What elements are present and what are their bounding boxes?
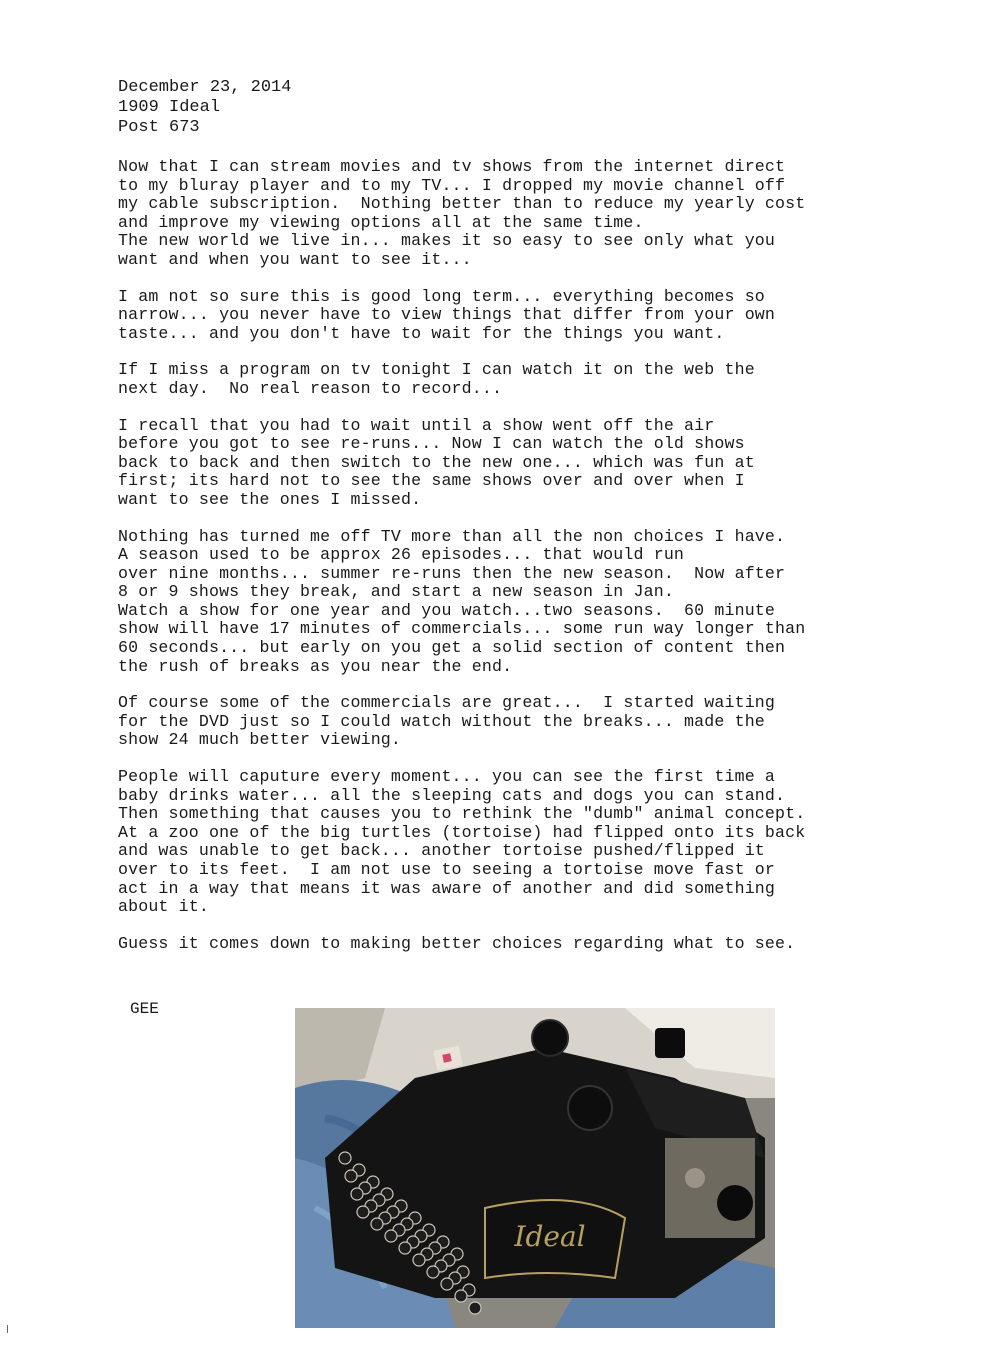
typewriter-key <box>385 1230 397 1242</box>
text-line: 60 seconds... but early on you get a solid section of content then <box>118 638 786 658</box>
text-line: want to see the ones I missed. <box>118 489 422 509</box>
text-line: At a zoo one of the big turtles (tortoise) had flipped onto its back <box>118 822 806 842</box>
paragraph <box>118 417 918 510</box>
text-line: and was unable to get back... another tortoise pushed/flipped it <box>118 841 765 861</box>
text-line: over to its feet. I am not use to seeing a tortoise move fast or <box>118 860 776 879</box>
text-line: If I miss a program on tv tonight I can watch it on the web the <box>118 360 755 380</box>
text-line: act in a way that means it was aware of another and did something <box>118 878 776 898</box>
text-line: The new world we live in... makes it so easy to see only what you <box>118 231 776 251</box>
text-line: A season used to be approx 26 episodes... that would run <box>118 545 685 565</box>
text-line: baby drinks water... all the sleeping cats and dogs you can stand. <box>118 785 786 805</box>
typewriter-key <box>441 1278 453 1290</box>
post-number: Post 673 <box>118 118 200 137</box>
text-line: my cable subscription. Nothing better than to reduce my yearly cost <box>118 194 806 214</box>
text-line: Of course some of the commercials are great... I started waiting <box>118 693 776 713</box>
text-line: People will caputure every moment... you can see the first time a <box>118 767 776 787</box>
paragraph <box>118 935 918 954</box>
typewriter-key <box>339 1152 351 1164</box>
typewriter-key <box>351 1188 363 1200</box>
text-line: to my bluray player and to my TV... I dropped my movie channel off <box>118 175 786 195</box>
text-line: before you got to see re-runs... Now I can watch the old shows <box>118 434 745 454</box>
letter-date: December 23, 2014 <box>118 78 292 97</box>
letter-header <box>118 78 291 138</box>
typewriter-key <box>469 1302 481 1314</box>
typewriter-key <box>345 1170 357 1182</box>
margin-mark <box>7 1325 8 1333</box>
text-line: Watch a show for one year and you watch...two seasons. 60 minute <box>118 600 776 620</box>
typewriter-photo <box>295 1008 775 1328</box>
text-line: Nothing has turned me off TV more than all the non choices I have. <box>118 526 786 546</box>
text-line: over nine months... summer re-runs then the new season. Now after <box>118 563 786 583</box>
text-line: first; its hard not to see the same shows over and over when I <box>118 471 745 491</box>
typewriter-model: 1909 Ideal <box>118 98 221 117</box>
text-line: for the DVD just so I could watch without the breaks... made the <box>118 711 765 731</box>
paragraph <box>118 768 918 917</box>
typewriter-key <box>357 1206 369 1218</box>
text-line: narrow... you never have to view things that differ from your own <box>118 305 776 325</box>
text-line: show will have 17 minutes of commercials... some run way longer than <box>118 619 806 639</box>
text-line: Now that I can stream movies and tv shows from the internet direct <box>118 157 786 176</box>
signature: GEE <box>130 1000 159 1018</box>
paragraph <box>118 158 918 270</box>
paragraph <box>118 694 918 750</box>
letter-body <box>118 158 918 971</box>
text-line: want and when you want to see it... <box>118 249 472 269</box>
text-line: 8 or 9 shows they break, and start a new season in Jan. <box>118 582 674 602</box>
typewriter-key <box>455 1290 467 1302</box>
text-line: Then something that causes you to rethink the "dumb" animal concept. <box>118 804 806 824</box>
paragraph <box>118 528 918 677</box>
text-line: I am not so sure this is good long term... everything becomes so <box>118 286 765 306</box>
text-line: and improve my viewing options all at the same time. <box>118 212 644 232</box>
text-line: back to back and then switch to the new one... which was fun at <box>118 452 755 472</box>
paragraph <box>118 361 918 398</box>
text-line: taste... and you don't have to wait for the things you want. <box>118 323 725 343</box>
text-line: show 24 much better viewing. <box>118 730 402 750</box>
text-line: the rush of breaks as you near the end. <box>118 656 513 676</box>
typewriter-key <box>399 1242 411 1254</box>
svg-text:Ideal: Ideal <box>514 1220 586 1253</box>
paragraph <box>118 288 918 344</box>
typewriter-key <box>371 1218 383 1230</box>
text-line: about it. <box>118 897 209 917</box>
typewriter-key <box>413 1254 425 1266</box>
text-line: I recall that you had to wait until a show went off the air <box>118 415 715 435</box>
text-line: Guess it comes down to making better choices regarding what to see. <box>118 933 796 953</box>
text-line: next day. No real reason to record... <box>118 378 503 398</box>
typewriter-key <box>427 1266 439 1278</box>
